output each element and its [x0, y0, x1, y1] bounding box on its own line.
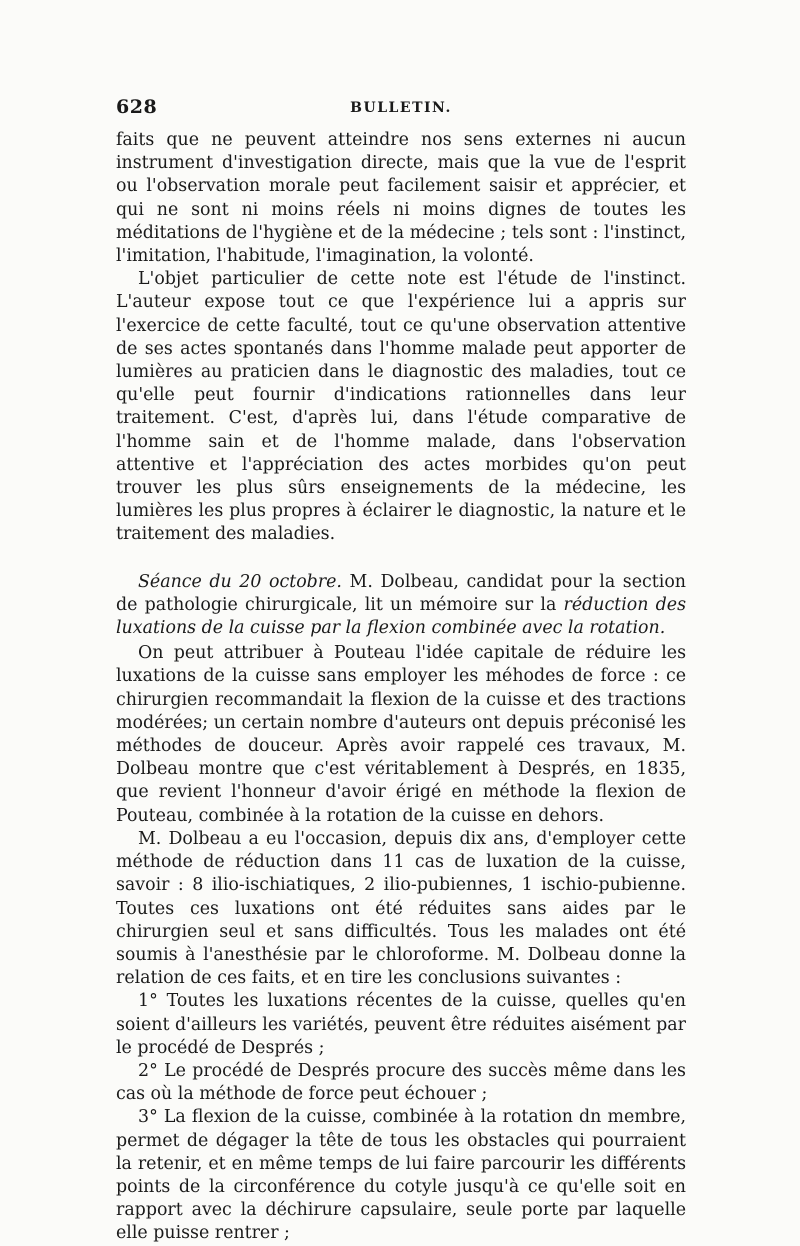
memoir-title: réduction des luxations de la cuisse par la flexion combinée avec la rotation.	[116, 594, 686, 639]
conclusion-1: 1° Toutes les luxations récentes de la cuisse, quelles qu'en soient d'ailleurs les variétés, peuvent être réduites aisément par le procédé de Després ;	[116, 991, 686, 1058]
page-number: 628	[116, 96, 158, 118]
conclusion-2: 2° Le procédé de Després procure des succès même dans les cas où la méthode de force peut échouer ;	[116, 1060, 686, 1105]
paragraph-session-20-october	[116, 571, 686, 641]
page-header	[116, 96, 686, 122]
body-text	[116, 129, 686, 1246]
conclusion-3: 3° La flexion de la cuisse, combinée à la rotation dn membre, permet de dégager la tête de tous les obstacles qui pourraient la retenir, et en même temps de lui faire parcourir les différents points de la circonférence du cotyle jusqu'à ce qu'elle soit en rapport avec la déchirure capsulaire, seule porte par laquelle elle puisse rentrer ;	[116, 1107, 686, 1244]
paragraph-pouteau: On peut attribuer à Pouteau l'idée capitale de réduire les luxations de la cuisse sans employer les méhodes de force : ce chirurgien recommandait la flexion de la cuisse et des tractions modérées; un certain nombre d'auteurs ont depuis préconisé les méthodes de douceur. Après avoir rappelé ces travaux, M. Dolbeau montre que c'est véritablement à Després, en 1835, que revient l'honneur d'avoir érigé en méthode la flexion de Pouteau, combinée à la rotation de la cuisse en dehors.	[116, 643, 686, 826]
paragraph-instinct-study: L'objet particulier de cette note est l'étude de l'instinct. L'auteur expose tout ce que l'expérience lui a appris sur l'exercice de cette faculté, tout ce qu'une observation attentive de ses actes spontanés dans l'homme malade peut apporter de lumières au praticien dans le diagnostic des maladies, tout ce qu'elle peut fournir d'indications rationnelles dans leur traitement. C'est, d'après lui, dans l'étude comparative de l'homme sain et de l'homme malade, dans l'observation attentive et l'appréciation des actes morbides qu'on peut trouver les plus sûrs enseignements de la médecine, les lumières les plus propres à éclairer le diagnostic, la nature et le traitement des maladies.	[116, 269, 686, 545]
running-head: BULLETIN.	[350, 100, 452, 116]
paragraph-dolbeau-cases: M. Dolbeau a eu l'occasion, depuis dix ans, d'employer cette méthode de réduction dans 11 cas de luxation de la cuisse, savoir : 8 ilio-ischiatiques, 2 ilio-pubiennes, 1 ischio-pubienne. Toutes ces luxations ont été réduites sans aides par le chirurgien seul et sans difficultés. Tous les malades ont été soumis à l'anesthésie par le chloroforme. M. Dolbeau donne la relation de ces faits, et en tire les conclusions suivantes :	[116, 828, 686, 989]
session-date: Séance du 20 octobre.	[138, 571, 342, 592]
paragraph-continuation: faits que ne peuvent atteindre nos sens externes ni aucun instrument d'investigation directe, mais que la vue de l'esprit ou l'observation morale peut facilement saisir et apprécier, et qui ne sont ni moins réels ni moins dignes de toutes les méditations de l'hygiène et de la médecine ; tels sont : l'instinct, l'imitation, l'habitude, l'imagination, la volonté.	[116, 130, 686, 267]
session-lead: M. Dolbeau, candidat pour la section de pathologie chirurgicale, lit un mémoire sur la	[116, 571, 686, 615]
